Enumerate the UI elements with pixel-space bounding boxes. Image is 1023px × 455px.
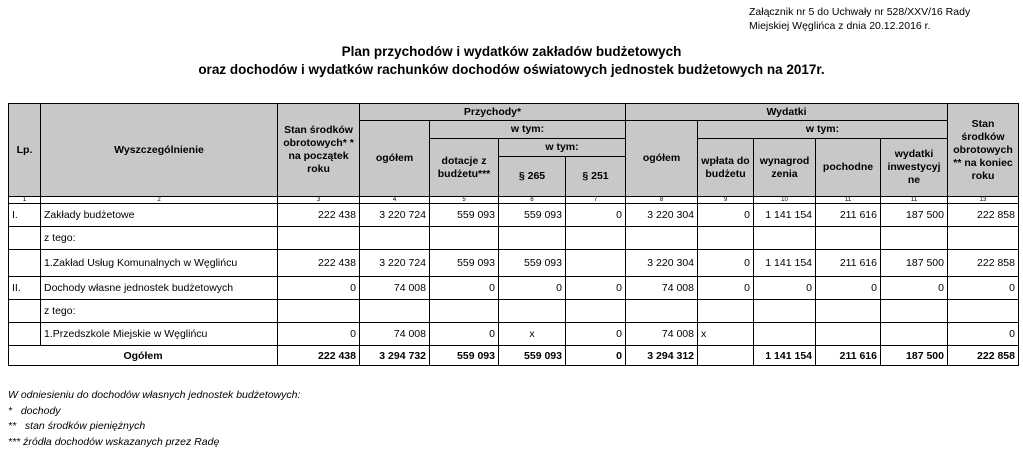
header-opening-balance: Stan środków obrotowych* * na początek roku [278,104,360,197]
footnote-1: * dochody [8,404,61,417]
header-revenue-including: w tym: [430,121,626,139]
column-number: 2 [41,197,278,204]
cell-revenue-total: 74 008 [360,323,430,346]
total-label: Ogółem [9,346,278,366]
cell-opening-balance [278,227,360,250]
cell-investment [881,300,948,323]
row-lp [9,250,41,277]
total-par265: 559 093 [499,346,566,366]
table-row [9,300,1019,323]
table-row [9,323,1019,346]
cell-opening-balance: 222 438 [278,250,360,277]
document-title [0,43,1023,79]
cell-revenue-total: 74 008 [360,277,430,300]
cell-derivatives: 211 616 [816,250,881,277]
column-number: 4 [360,197,430,204]
annex-reference [749,5,970,33]
cell-expenses-total: 74 008 [626,323,698,346]
cell-revenue-total [360,300,430,323]
header-subsidies: dotacje z budżetu*** [430,139,499,197]
cell-investment: 187 500 [881,250,948,277]
cell-subsidies: 0 [430,277,499,300]
row-name: 1.Zakład Usług Komunalnych w Węglińcu [41,250,278,277]
table-row [9,227,1019,250]
header-description: Wyszczególnienie [41,104,278,197]
row-name: z tego: [41,227,278,250]
cell-closing-balance: 222 858 [948,204,1019,227]
cell-par251 [566,250,626,277]
cell-expenses-total [626,227,698,250]
cell-par265: 559 093 [499,250,566,277]
total-closing-balance: 222 858 [948,346,1019,366]
row-name: z tego: [41,300,278,323]
table-row [9,277,1019,300]
cell-investment [881,323,948,346]
footnote-3: *** źródła dochodów wskazanych przez Radę [8,435,220,448]
row-lp [9,300,41,323]
column-number: 9 [698,197,754,204]
cell-par265 [499,227,566,250]
total-expenses: 3 294 312 [626,346,698,366]
title-line-2: oraz dochodów i wydatków rachunków dochodów oświatowych jednostek budżetowych na 2017r. [198,62,825,77]
header-salaries: wynagrod zenia [754,139,816,197]
column-number: 7 [566,197,626,204]
cell-revenue-total: 3 220 724 [360,250,430,277]
cell-revenue-total [360,227,430,250]
cell-par251 [566,227,626,250]
header-budget-payment: wpłata do budżetu [698,139,754,197]
cell-expenses-total [626,300,698,323]
header-revenue: Przychody* [360,104,626,121]
header-lp: Lp. [9,104,41,197]
cell-opening-balance: 222 438 [278,204,360,227]
cell-salaries [754,227,816,250]
cell-subsidies: 559 093 [430,204,499,227]
cell-salaries: 1 141 154 [754,204,816,227]
header-par265: § 265 [499,157,566,197]
cell-salaries [754,323,816,346]
cell-expenses-total: 3 220 304 [626,250,698,277]
total-salaries: 1 141 154 [754,346,816,366]
cell-par251: 0 [566,277,626,300]
column-number: 6 [499,197,566,204]
column-number: 13 [948,197,1019,204]
cell-investment: 187 500 [881,204,948,227]
row-name: 1.Przedszkole Miejskie w Węglińcu [41,323,278,346]
cell-derivatives [816,300,881,323]
cell-closing-balance: 222 858 [948,250,1019,277]
cell-budget-payment: 0 [698,277,754,300]
row-lp [9,323,41,346]
header-subsidies-including: w tym: [499,139,626,157]
header-expenses: Wydatki [626,104,948,121]
cell-derivatives: 211 616 [816,204,881,227]
total-opening-balance: 222 438 [278,346,360,366]
cell-par251 [566,300,626,323]
header-closing-balance: Stan środków obrotowych ** na koniec roku [948,104,1019,197]
cell-expenses-total: 74 008 [626,277,698,300]
annex-line-2: Miejskiej Węglińca z dnia 20.12.2016 r. [749,20,931,32]
table-row [9,250,1019,277]
row-lp [9,227,41,250]
total-investment: 187 500 [881,346,948,366]
cell-opening-balance [278,300,360,323]
row-lp: II. [9,277,41,300]
column-number: 8 [626,197,698,204]
cell-investment [881,227,948,250]
cell-salaries [754,300,816,323]
cell-closing-balance [948,300,1019,323]
budget-table [8,103,1019,366]
row-name: Zakłady budżetowe [41,204,278,227]
cell-par251: 0 [566,204,626,227]
total-subsidies: 559 093 [430,346,499,366]
header-investment: wydatki inwestycyj ne [881,139,948,197]
cell-revenue-total: 3 220 724 [360,204,430,227]
cell-closing-balance [948,227,1019,250]
column-number: 11 [881,197,948,204]
cell-par251: 0 [566,323,626,346]
cell-budget-payment [698,300,754,323]
header-derivatives: pochodne [816,139,881,197]
cell-opening-balance: 0 [278,323,360,346]
cell-budget-payment: 0 [698,204,754,227]
cell-derivatives [816,227,881,250]
cell-par265 [499,300,566,323]
column-number-row [9,197,1019,204]
column-number: 11 [816,197,881,204]
footnote-2: ** stan środków pieniężnych [8,420,146,432]
title-line-1: Plan przychodów i wydatków zakładów budżetowych [341,44,682,59]
cell-investment: 0 [881,277,948,300]
cell-closing-balance: 0 [948,277,1019,300]
cell-derivatives [816,323,881,346]
header-par251: § 251 [566,157,626,197]
cell-par265: 559 093 [499,204,566,227]
cell-par265: 0 [499,277,566,300]
header-expenses-including: w tym: [698,121,948,139]
cell-closing-balance: 0 [948,323,1019,346]
header-revenue-total: ogółem [360,121,430,197]
column-number: 3 [278,197,360,204]
total-budget-payment [698,346,754,366]
cell-salaries: 0 [754,277,816,300]
cell-budget-payment [698,227,754,250]
cell-salaries: 1 141 154 [754,250,816,277]
cell-subsidies [430,227,499,250]
footnotes [8,388,300,450]
row-lp: I. [9,204,41,227]
cell-subsidies [430,300,499,323]
column-number: 1 [9,197,41,204]
table-row [9,204,1019,227]
cell-opening-balance: 0 [278,277,360,300]
column-number: 5 [430,197,499,204]
column-number: 10 [754,197,816,204]
cell-subsidies: 0 [430,323,499,346]
cell-derivatives: 0 [816,277,881,300]
cell-subsidies: 559 093 [430,250,499,277]
cell-budget-payment: 0 [698,250,754,277]
total-par251: 0 [566,346,626,366]
cell-expenses-total: 3 220 304 [626,204,698,227]
annex-line-1: Załącznik nr 5 do Uchwały nr 528/XXV/16 Rady [749,6,971,18]
total-revenue: 3 294 732 [360,346,430,366]
header-expenses-total: ogółem [626,121,698,197]
cell-budget-payment: x [698,323,754,346]
row-name: Dochody własne jednostek budżetowych [41,277,278,300]
total-derivatives: 211 616 [816,346,881,366]
footnote-intro: W odniesieniu do dochodów własnych jednostek budżetowych: [8,389,301,401]
total-row [9,346,1019,366]
cell-par265: x [499,323,566,346]
